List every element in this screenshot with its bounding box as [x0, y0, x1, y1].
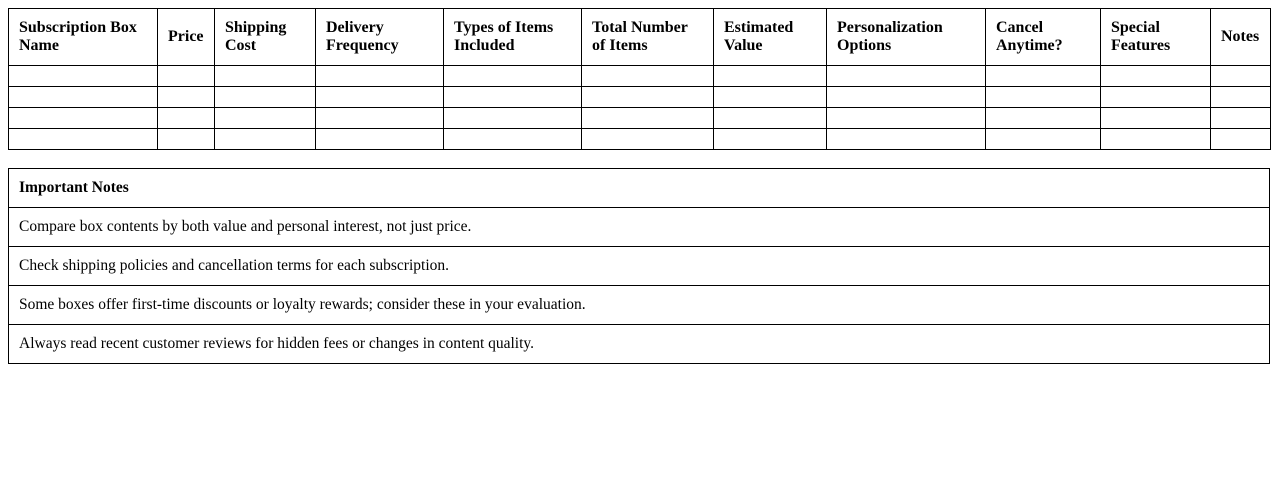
table-cell[interactable]: [316, 87, 444, 108]
table-cell[interactable]: [986, 87, 1101, 108]
list-item: [9, 208, 1270, 247]
table-cell[interactable]: [316, 108, 444, 129]
table-cell[interactable]: [827, 108, 986, 129]
table-cell[interactable]: [1101, 87, 1211, 108]
column-header-shipping-cost: Shipping Cost: [215, 9, 316, 66]
table-cell[interactable]: [714, 66, 827, 87]
table-cell[interactable]: [444, 108, 582, 129]
table-cell[interactable]: [1211, 108, 1271, 129]
table-cell[interactable]: [827, 66, 986, 87]
table-cell[interactable]: [158, 87, 215, 108]
table-cell[interactable]: [9, 108, 158, 129]
table-cell[interactable]: [1101, 108, 1211, 129]
column-header-box-name: Subscription Box Name: [9, 9, 158, 66]
column-header-notes: Notes: [1211, 9, 1271, 66]
table-cell[interactable]: [1211, 129, 1271, 150]
table-cell[interactable]: [215, 108, 316, 129]
subscription-comparison-table: [8, 8, 1271, 150]
list-item: [9, 286, 1270, 325]
column-header-special-features: Special Features: [1101, 9, 1211, 66]
table-cell[interactable]: [1101, 129, 1211, 150]
table-cell[interactable]: [316, 129, 444, 150]
table-cell[interactable]: [9, 87, 158, 108]
table-cell[interactable]: [582, 129, 714, 150]
table-cell[interactable]: [1101, 66, 1211, 87]
table-cell[interactable]: [582, 108, 714, 129]
table-cell[interactable]: [827, 87, 986, 108]
table-header-row: [9, 9, 1271, 66]
column-header-total-items: Total Number of Items: [582, 9, 714, 66]
table-cell[interactable]: [9, 66, 158, 87]
column-header-delivery-frequency: Delivery Frequency: [316, 9, 444, 66]
table-cell[interactable]: [9, 129, 158, 150]
table-cell[interactable]: [714, 129, 827, 150]
table-cell[interactable]: [986, 66, 1101, 87]
list-item: [9, 247, 1270, 286]
note-text: Compare box contents by both value and personal interest, not just price.: [9, 208, 1270, 247]
table-cell[interactable]: [158, 66, 215, 87]
table-cell[interactable]: [1211, 87, 1271, 108]
table-row: [9, 66, 1271, 87]
column-header-estimated-value: Estimated Value: [714, 9, 827, 66]
column-header-cancel-anytime: Cancel Anytime?: [986, 9, 1101, 66]
notes-header-row: [9, 169, 1270, 208]
column-header-personalization: Personalization Options: [827, 9, 986, 66]
table-cell[interactable]: [215, 66, 316, 87]
table-cell[interactable]: [1211, 66, 1271, 87]
table-row: [9, 87, 1271, 108]
list-item: [9, 325, 1270, 364]
table-cell[interactable]: [444, 66, 582, 87]
table-cell[interactable]: [444, 87, 582, 108]
notes-title: Important Notes: [9, 169, 1270, 208]
column-header-price: Price: [158, 9, 215, 66]
table-cell[interactable]: [986, 129, 1101, 150]
table-row: [9, 108, 1271, 129]
table-cell[interactable]: [158, 129, 215, 150]
table-cell[interactable]: [158, 108, 215, 129]
table-cell[interactable]: [444, 129, 582, 150]
table-cell[interactable]: [215, 129, 316, 150]
page-content: [8, 8, 1270, 364]
table-cell[interactable]: [986, 108, 1101, 129]
note-text: Always read recent customer reviews for hidden fees or changes in content quality.: [9, 325, 1270, 364]
note-text: Check shipping policies and cancellation terms for each subscription.: [9, 247, 1270, 286]
table-cell[interactable]: [316, 66, 444, 87]
table-cell[interactable]: [714, 87, 827, 108]
table-cell[interactable]: [827, 129, 986, 150]
table-cell[interactable]: [582, 66, 714, 87]
table-cell[interactable]: [714, 108, 827, 129]
table-row: [9, 129, 1271, 150]
table-cell[interactable]: [215, 87, 316, 108]
note-text: Some boxes offer first-time discounts or loyalty rewards; consider these in your evaluation.: [9, 286, 1270, 325]
important-notes-table: [8, 168, 1270, 364]
column-header-item-types: Types of Items Included: [444, 9, 582, 66]
table-cell[interactable]: [582, 87, 714, 108]
